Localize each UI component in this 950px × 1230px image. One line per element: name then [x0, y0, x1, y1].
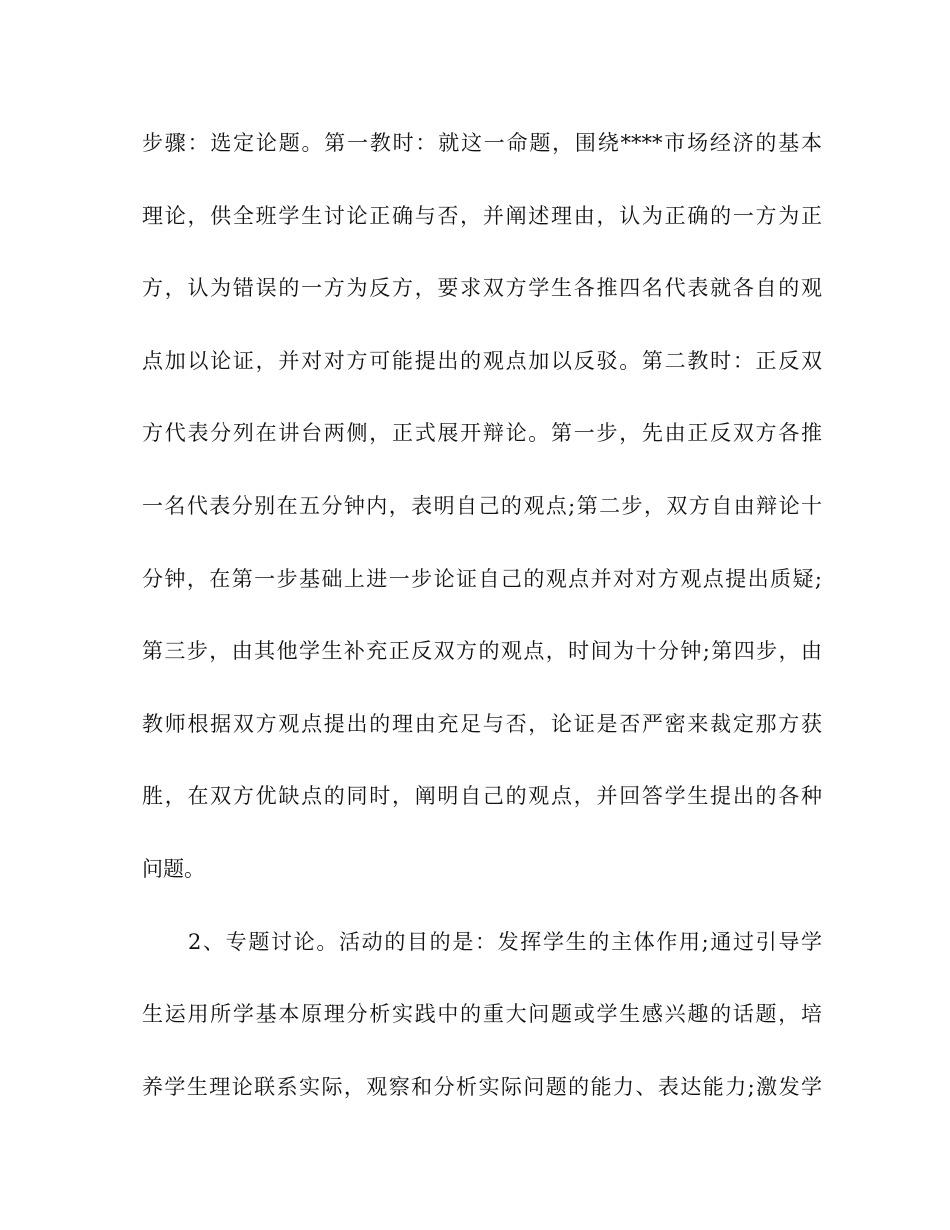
paragraph-line: 教师根据双方观点提出的理由充足与否，论证是否严密来裁定那方获: [142, 712, 822, 736]
paragraph-line: 点加以论证，并对对方可能提出的观点加以反驳。第二教时：正反双: [142, 349, 822, 373]
paragraph-line: 胜，在双方优缺点的同时，阐明自己的观点，并回答学生提出的各种: [142, 784, 822, 808]
paragraph-line: 步骤：选定论题。第一教时：就这一命题，围绕****市场经济的基本: [142, 131, 822, 155]
paragraph-line: 2、专题讨论。活动的目的是：发挥学生的主体作用;通过引导学: [188, 930, 822, 954]
paragraph-line: 分钟，在第一步基础上进一步论证自己的观点并对对方观点提出质疑;: [142, 567, 822, 591]
paragraph-line: 生运用所学基本原理分析实践中的重大问题或学生感兴趣的话题，培: [142, 1002, 822, 1026]
paragraph-line: 理论，供全班学生讨论正确与否，并阐述理由，认为正确的一方为正: [142, 204, 822, 228]
paragraph-line: 问题。: [142, 857, 205, 881]
paragraph-line: 方代表分列在讲台两侧，正式展开辩论。第一步，先由正反双方各推: [142, 421, 822, 445]
paragraph-line: 养学生理论联系实际，观察和分析实际问题的能力、表达能力;激发学: [142, 1075, 822, 1099]
paragraph-line: 方，认为错误的一方为反方，要求双方学生各推四名代表就各自的观: [142, 276, 822, 300]
paragraph-line: 一名代表分别在五分钟内，表明自己的观点;第二步，双方自由辩论十: [142, 494, 822, 518]
paragraph-line: 第三步，由其他学生补充正反双方的观点，时间为十分钟;第四步，由: [142, 639, 822, 663]
